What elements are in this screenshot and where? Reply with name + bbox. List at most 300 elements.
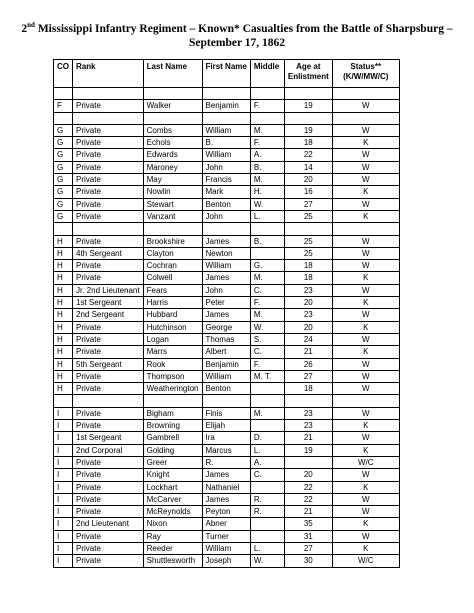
cell-age: 20: [284, 297, 332, 309]
cell-last-name: Browning: [143, 420, 202, 432]
cell-status: W: [332, 260, 399, 272]
cell-age: 27: [284, 198, 332, 210]
table-row: [54, 198, 400, 210]
table-row: [54, 469, 400, 481]
table-row: [54, 346, 400, 358]
cell-first-name: William: [202, 124, 250, 136]
cell-last-name: Nowlin: [143, 186, 202, 198]
cell-status: W: [332, 247, 399, 259]
cell-co: I: [54, 456, 73, 468]
cell-first-name: Peter: [202, 297, 250, 309]
cell-first-name: William: [202, 370, 250, 382]
cell-middle: B.: [250, 161, 284, 173]
cell-co: H: [54, 260, 73, 272]
cell-first-name: John: [202, 284, 250, 296]
header-last-name: Last Name: [143, 60, 202, 88]
cell-age: 22: [284, 481, 332, 493]
cell-status: W: [332, 100, 399, 112]
cell-co: H: [54, 358, 73, 370]
cell-rank: Private: [73, 210, 144, 222]
cell-middle: F.: [250, 297, 284, 309]
cell-age: 20: [284, 469, 332, 481]
header-age: Age at Enlistment: [284, 60, 332, 88]
cell-first-name: Thomas: [202, 333, 250, 345]
cell-middle: M.: [250, 174, 284, 186]
cell-middle: [250, 247, 284, 259]
cell-status: W: [332, 333, 399, 345]
empty-cell: [332, 395, 399, 407]
empty-cell: [143, 88, 202, 100]
cell-middle: R.: [250, 506, 284, 518]
cell-status: K: [332, 420, 399, 432]
title-regiment-number: 2: [21, 23, 28, 35]
cell-last-name: McCarver: [143, 493, 202, 505]
table-row: [54, 149, 400, 161]
cell-status: K: [332, 542, 399, 554]
cell-co: H: [54, 247, 73, 259]
header-rank: Rank: [73, 60, 144, 88]
cell-first-name: James: [202, 235, 250, 247]
table-row: [54, 309, 400, 321]
cell-age: 26: [284, 358, 332, 370]
cell-age: 35: [284, 518, 332, 530]
table-row: [54, 321, 400, 333]
cell-middle: M.: [250, 124, 284, 136]
cell-first-name: Marcus: [202, 444, 250, 456]
cell-last-name: Golding: [143, 444, 202, 456]
cell-age: 23: [284, 407, 332, 419]
empty-cell: [250, 223, 284, 235]
cell-rank: 2nd Lieutenant: [73, 518, 144, 530]
cell-rank: Private: [73, 333, 144, 345]
cell-rank: Private: [73, 530, 144, 542]
cell-co: H: [54, 383, 73, 395]
cell-co: F: [54, 100, 73, 112]
cell-co: G: [54, 161, 73, 173]
cell-first-name: Francis: [202, 174, 250, 186]
cell-first-name: Mark: [202, 186, 250, 198]
empty-cell: [143, 112, 202, 124]
cell-middle: W.: [250, 321, 284, 333]
empty-cell: [284, 395, 332, 407]
table-row: [54, 506, 400, 518]
table-row: [54, 210, 400, 222]
header-first-name: First Name: [202, 60, 250, 88]
cell-last-name: Echols: [143, 137, 202, 149]
cell-rank: Private: [73, 272, 144, 284]
empty-cell: [202, 112, 250, 124]
cell-age: 27: [284, 542, 332, 554]
cell-co: G: [54, 124, 73, 136]
cell-first-name: William: [202, 149, 250, 161]
cell-last-name: Combs: [143, 124, 202, 136]
cell-last-name: Colwell: [143, 272, 202, 284]
table-row: [54, 100, 400, 112]
cell-co: I: [54, 407, 73, 419]
cell-middle: H.: [250, 186, 284, 198]
cell-status: K: [332, 210, 399, 222]
cell-age: 24: [284, 333, 332, 345]
cell-middle: D.: [250, 432, 284, 444]
cell-first-name: John: [202, 210, 250, 222]
cell-co: G: [54, 174, 73, 186]
cell-last-name: Logan: [143, 333, 202, 345]
cell-status: W/C: [332, 555, 399, 567]
empty-cell: [284, 88, 332, 100]
cell-last-name: Bigham: [143, 407, 202, 419]
cell-status: K: [332, 444, 399, 456]
empty-cell: [54, 223, 73, 235]
cell-rank: Private: [73, 555, 144, 567]
cell-last-name: Greer: [143, 456, 202, 468]
cell-rank: Private: [73, 481, 144, 493]
empty-cell: [250, 88, 284, 100]
empty-cell: [73, 88, 144, 100]
cell-age: 21: [284, 506, 332, 518]
cell-middle: [250, 518, 284, 530]
cell-rank: Private: [73, 506, 144, 518]
empty-cell: [202, 223, 250, 235]
cell-age: 30: [284, 555, 332, 567]
cell-last-name: May: [143, 174, 202, 186]
cell-age: 27: [284, 370, 332, 382]
spacer-row: [54, 395, 400, 407]
cell-status: W: [332, 174, 399, 186]
empty-cell: [202, 88, 250, 100]
cell-first-name: Benjamin: [202, 358, 250, 370]
spacer-row: [54, 88, 400, 100]
cell-middle: W.: [250, 555, 284, 567]
cell-status: K: [332, 186, 399, 198]
table-row: [54, 272, 400, 284]
cell-first-name: John: [202, 161, 250, 173]
cell-co: I: [54, 518, 73, 530]
cell-first-name: James: [202, 272, 250, 284]
cell-status: W: [332, 124, 399, 136]
cell-last-name: Thompson: [143, 370, 202, 382]
cell-first-name: R.: [202, 456, 250, 468]
empty-cell: [332, 88, 399, 100]
cell-last-name: Ray: [143, 530, 202, 542]
cell-age: 19: [284, 124, 332, 136]
cell-status: W: [332, 309, 399, 321]
cell-rank: Private: [73, 149, 144, 161]
cell-status: W: [332, 469, 399, 481]
cell-middle: A.: [250, 149, 284, 161]
cell-first-name: Nathaniel: [202, 481, 250, 493]
cell-co: H: [54, 284, 73, 296]
spacer-row: [54, 112, 400, 124]
cell-first-name: James: [202, 493, 250, 505]
empty-cell: [54, 395, 73, 407]
cell-co: G: [54, 198, 73, 210]
cell-first-name: James: [202, 309, 250, 321]
cell-last-name: Knight: [143, 469, 202, 481]
cell-last-name: Hutchinson: [143, 321, 202, 333]
table-row: [54, 284, 400, 296]
cell-middle: [250, 420, 284, 432]
cell-status: K: [332, 321, 399, 333]
cell-rank: Private: [73, 420, 144, 432]
cell-rank: Private: [73, 321, 144, 333]
cell-status: W: [332, 284, 399, 296]
cell-age: 14: [284, 161, 332, 173]
cell-age: [284, 456, 332, 468]
cell-middle: C.: [250, 469, 284, 481]
cell-co: H: [54, 346, 73, 358]
cell-last-name: Reeder: [143, 542, 202, 554]
cell-age: 20: [284, 174, 332, 186]
cell-age: 23: [284, 309, 332, 321]
cell-rank: Private: [73, 469, 144, 481]
cell-rank: 1st Sergeant: [73, 297, 144, 309]
table-row: [54, 297, 400, 309]
cell-rank: Private: [73, 542, 144, 554]
cell-age: 18: [284, 260, 332, 272]
cell-age: 25: [284, 210, 332, 222]
table-row: [54, 186, 400, 198]
cell-first-name: William: [202, 542, 250, 554]
table-row: [54, 137, 400, 149]
cell-status: K: [332, 481, 399, 493]
empty-cell: [332, 223, 399, 235]
cell-status: W: [332, 383, 399, 395]
cell-last-name: Cochran: [143, 260, 202, 272]
cell-co: I: [54, 444, 73, 456]
cell-middle: [250, 481, 284, 493]
table-row: [54, 247, 400, 259]
cell-middle: M.: [250, 272, 284, 284]
table-row: [54, 432, 400, 444]
cell-status: W: [332, 161, 399, 173]
cell-middle: G.: [250, 260, 284, 272]
cell-age: 21: [284, 432, 332, 444]
cell-co: I: [54, 469, 73, 481]
cell-first-name: Benton: [202, 198, 250, 210]
cell-middle: F.: [250, 358, 284, 370]
cell-rank: Private: [73, 456, 144, 468]
cell-age: 23: [284, 420, 332, 432]
cell-last-name: Fears: [143, 284, 202, 296]
cell-co: H: [54, 235, 73, 247]
cell-first-name: Abner: [202, 518, 250, 530]
table-body: [54, 88, 400, 568]
cell-last-name: McReynolds: [143, 506, 202, 518]
empty-cell: [250, 395, 284, 407]
empty-cell: [332, 112, 399, 124]
empty-cell: [143, 223, 202, 235]
empty-cell: [54, 112, 73, 124]
cell-middle: [250, 530, 284, 542]
empty-cell: [73, 112, 144, 124]
cell-age: 16: [284, 186, 332, 198]
cell-middle: L.: [250, 542, 284, 554]
cell-co: I: [54, 555, 73, 567]
cell-co: I: [54, 420, 73, 432]
cell-middle: C.: [250, 284, 284, 296]
table-row: [54, 235, 400, 247]
cell-first-name: Finis: [202, 407, 250, 419]
cell-middle: M.: [250, 309, 284, 321]
cell-rank: 2nd Corporal: [73, 444, 144, 456]
cell-middle: B.: [250, 235, 284, 247]
table-row: [54, 420, 400, 432]
spacer-row: [54, 223, 400, 235]
cell-status: W: [332, 407, 399, 419]
header-middle: Middle: [250, 60, 284, 88]
table-row: [54, 530, 400, 542]
cell-first-name: Albert: [202, 346, 250, 358]
cell-age: 20: [284, 321, 332, 333]
cell-status: W: [332, 432, 399, 444]
casualty-table: [53, 59, 400, 568]
cell-last-name: Vanzant: [143, 210, 202, 222]
empty-cell: [284, 112, 332, 124]
cell-rank: Private: [73, 186, 144, 198]
cell-age: 25: [284, 235, 332, 247]
cell-rank: Private: [73, 100, 144, 112]
cell-rank: 2nd Sergeant: [73, 309, 144, 321]
cell-co: G: [54, 186, 73, 198]
table-row: [54, 161, 400, 173]
document-title: [0, 22, 474, 50]
table-row: [54, 518, 400, 530]
cell-last-name: Lockhart: [143, 481, 202, 493]
cell-rank: 4th Sergeant: [73, 247, 144, 259]
cell-age: 23: [284, 284, 332, 296]
cell-middle: M.: [250, 407, 284, 419]
cell-rank: Jr. 2nd Lieutenant: [73, 284, 144, 296]
cell-last-name: Shuttlesworth: [143, 555, 202, 567]
cell-co: I: [54, 542, 73, 554]
cell-first-name: Turner: [202, 530, 250, 542]
cell-middle: M. T.: [250, 370, 284, 382]
cell-co: H: [54, 333, 73, 345]
cell-rank: 5th Sergeant: [73, 358, 144, 370]
header-status: Status** (K/W/MW/C): [332, 60, 399, 88]
cell-last-name: Gambrell: [143, 432, 202, 444]
cell-co: H: [54, 309, 73, 321]
cell-age: 21: [284, 346, 332, 358]
cell-last-name: Nixon: [143, 518, 202, 530]
cell-last-name: Marrs: [143, 346, 202, 358]
empty-cell: [250, 112, 284, 124]
cell-last-name: Harris: [143, 297, 202, 309]
table-row: [54, 481, 400, 493]
cell-co: G: [54, 210, 73, 222]
empty-cell: [202, 395, 250, 407]
table-row: [54, 383, 400, 395]
cell-middle: [250, 383, 284, 395]
cell-rank: Private: [73, 235, 144, 247]
cell-first-name: Benton: [202, 383, 250, 395]
table-row: [54, 555, 400, 567]
cell-status: W: [332, 198, 399, 210]
cell-last-name: Edwards: [143, 149, 202, 161]
cell-rank: 1st Sergeant: [73, 432, 144, 444]
title-line-2: September 17, 1862: [189, 37, 285, 49]
cell-last-name: Hubbard: [143, 309, 202, 321]
cell-status: W: [332, 235, 399, 247]
table-row: [54, 124, 400, 136]
cell-age: 31: [284, 530, 332, 542]
cell-co: I: [54, 481, 73, 493]
cell-age: 19: [284, 444, 332, 456]
cell-rank: Private: [73, 174, 144, 186]
cell-rank: Private: [73, 493, 144, 505]
table-row: [54, 333, 400, 345]
cell-age: 25: [284, 247, 332, 259]
table-row: [54, 493, 400, 505]
cell-first-name: B.: [202, 137, 250, 149]
cell-status: K: [332, 137, 399, 149]
cell-middle: A.: [250, 456, 284, 468]
cell-co: I: [54, 493, 73, 505]
empty-cell: [73, 223, 144, 235]
header-co: CO: [54, 60, 73, 88]
cell-status: W: [332, 370, 399, 382]
cell-last-name: Brookshire: [143, 235, 202, 247]
cell-rank: Private: [73, 161, 144, 173]
cell-middle: L.: [250, 444, 284, 456]
title-line-1-text: Mississippi Infantry Regiment – Known* Casualties from the Battle of Sharpsburg –: [34, 23, 453, 35]
cell-rank: Private: [73, 383, 144, 395]
cell-first-name: Joseph: [202, 555, 250, 567]
cell-rank: Private: [73, 198, 144, 210]
cell-status: K: [332, 272, 399, 284]
empty-cell: [73, 395, 144, 407]
cell-rank: Private: [73, 260, 144, 272]
cell-co: G: [54, 137, 73, 149]
cell-rank: Private: [73, 407, 144, 419]
cell-co: G: [54, 149, 73, 161]
cell-middle: L.: [250, 210, 284, 222]
cell-first-name: Ira: [202, 432, 250, 444]
cell-age: 22: [284, 493, 332, 505]
cell-middle: C.: [250, 346, 284, 358]
cell-last-name: Rook: [143, 358, 202, 370]
cell-status: W: [332, 506, 399, 518]
empty-cell: [54, 88, 73, 100]
cell-status: W: [332, 149, 399, 161]
cell-age: 19: [284, 100, 332, 112]
cell-co: H: [54, 272, 73, 284]
cell-last-name: Clayton: [143, 247, 202, 259]
cell-first-name: James: [202, 469, 250, 481]
cell-middle: F.: [250, 100, 284, 112]
table-row: [54, 358, 400, 370]
table-row: [54, 542, 400, 554]
cell-middle: F.: [250, 137, 284, 149]
cell-status: K: [332, 297, 399, 309]
cell-middle: R.: [250, 493, 284, 505]
cell-co: I: [54, 432, 73, 444]
cell-status: W/C: [332, 456, 399, 468]
table-header-row: [54, 60, 400, 88]
cell-first-name: William: [202, 260, 250, 272]
cell-first-name: Newton: [202, 247, 250, 259]
cell-co: H: [54, 370, 73, 382]
cell-first-name: Peyton: [202, 506, 250, 518]
cell-co: H: [54, 297, 73, 309]
empty-cell: [284, 223, 332, 235]
cell-age: 18: [284, 137, 332, 149]
cell-middle: S.: [250, 333, 284, 345]
cell-rank: Private: [73, 370, 144, 382]
cell-status: W: [332, 358, 399, 370]
table-row: [54, 260, 400, 272]
table-row: [54, 444, 400, 456]
